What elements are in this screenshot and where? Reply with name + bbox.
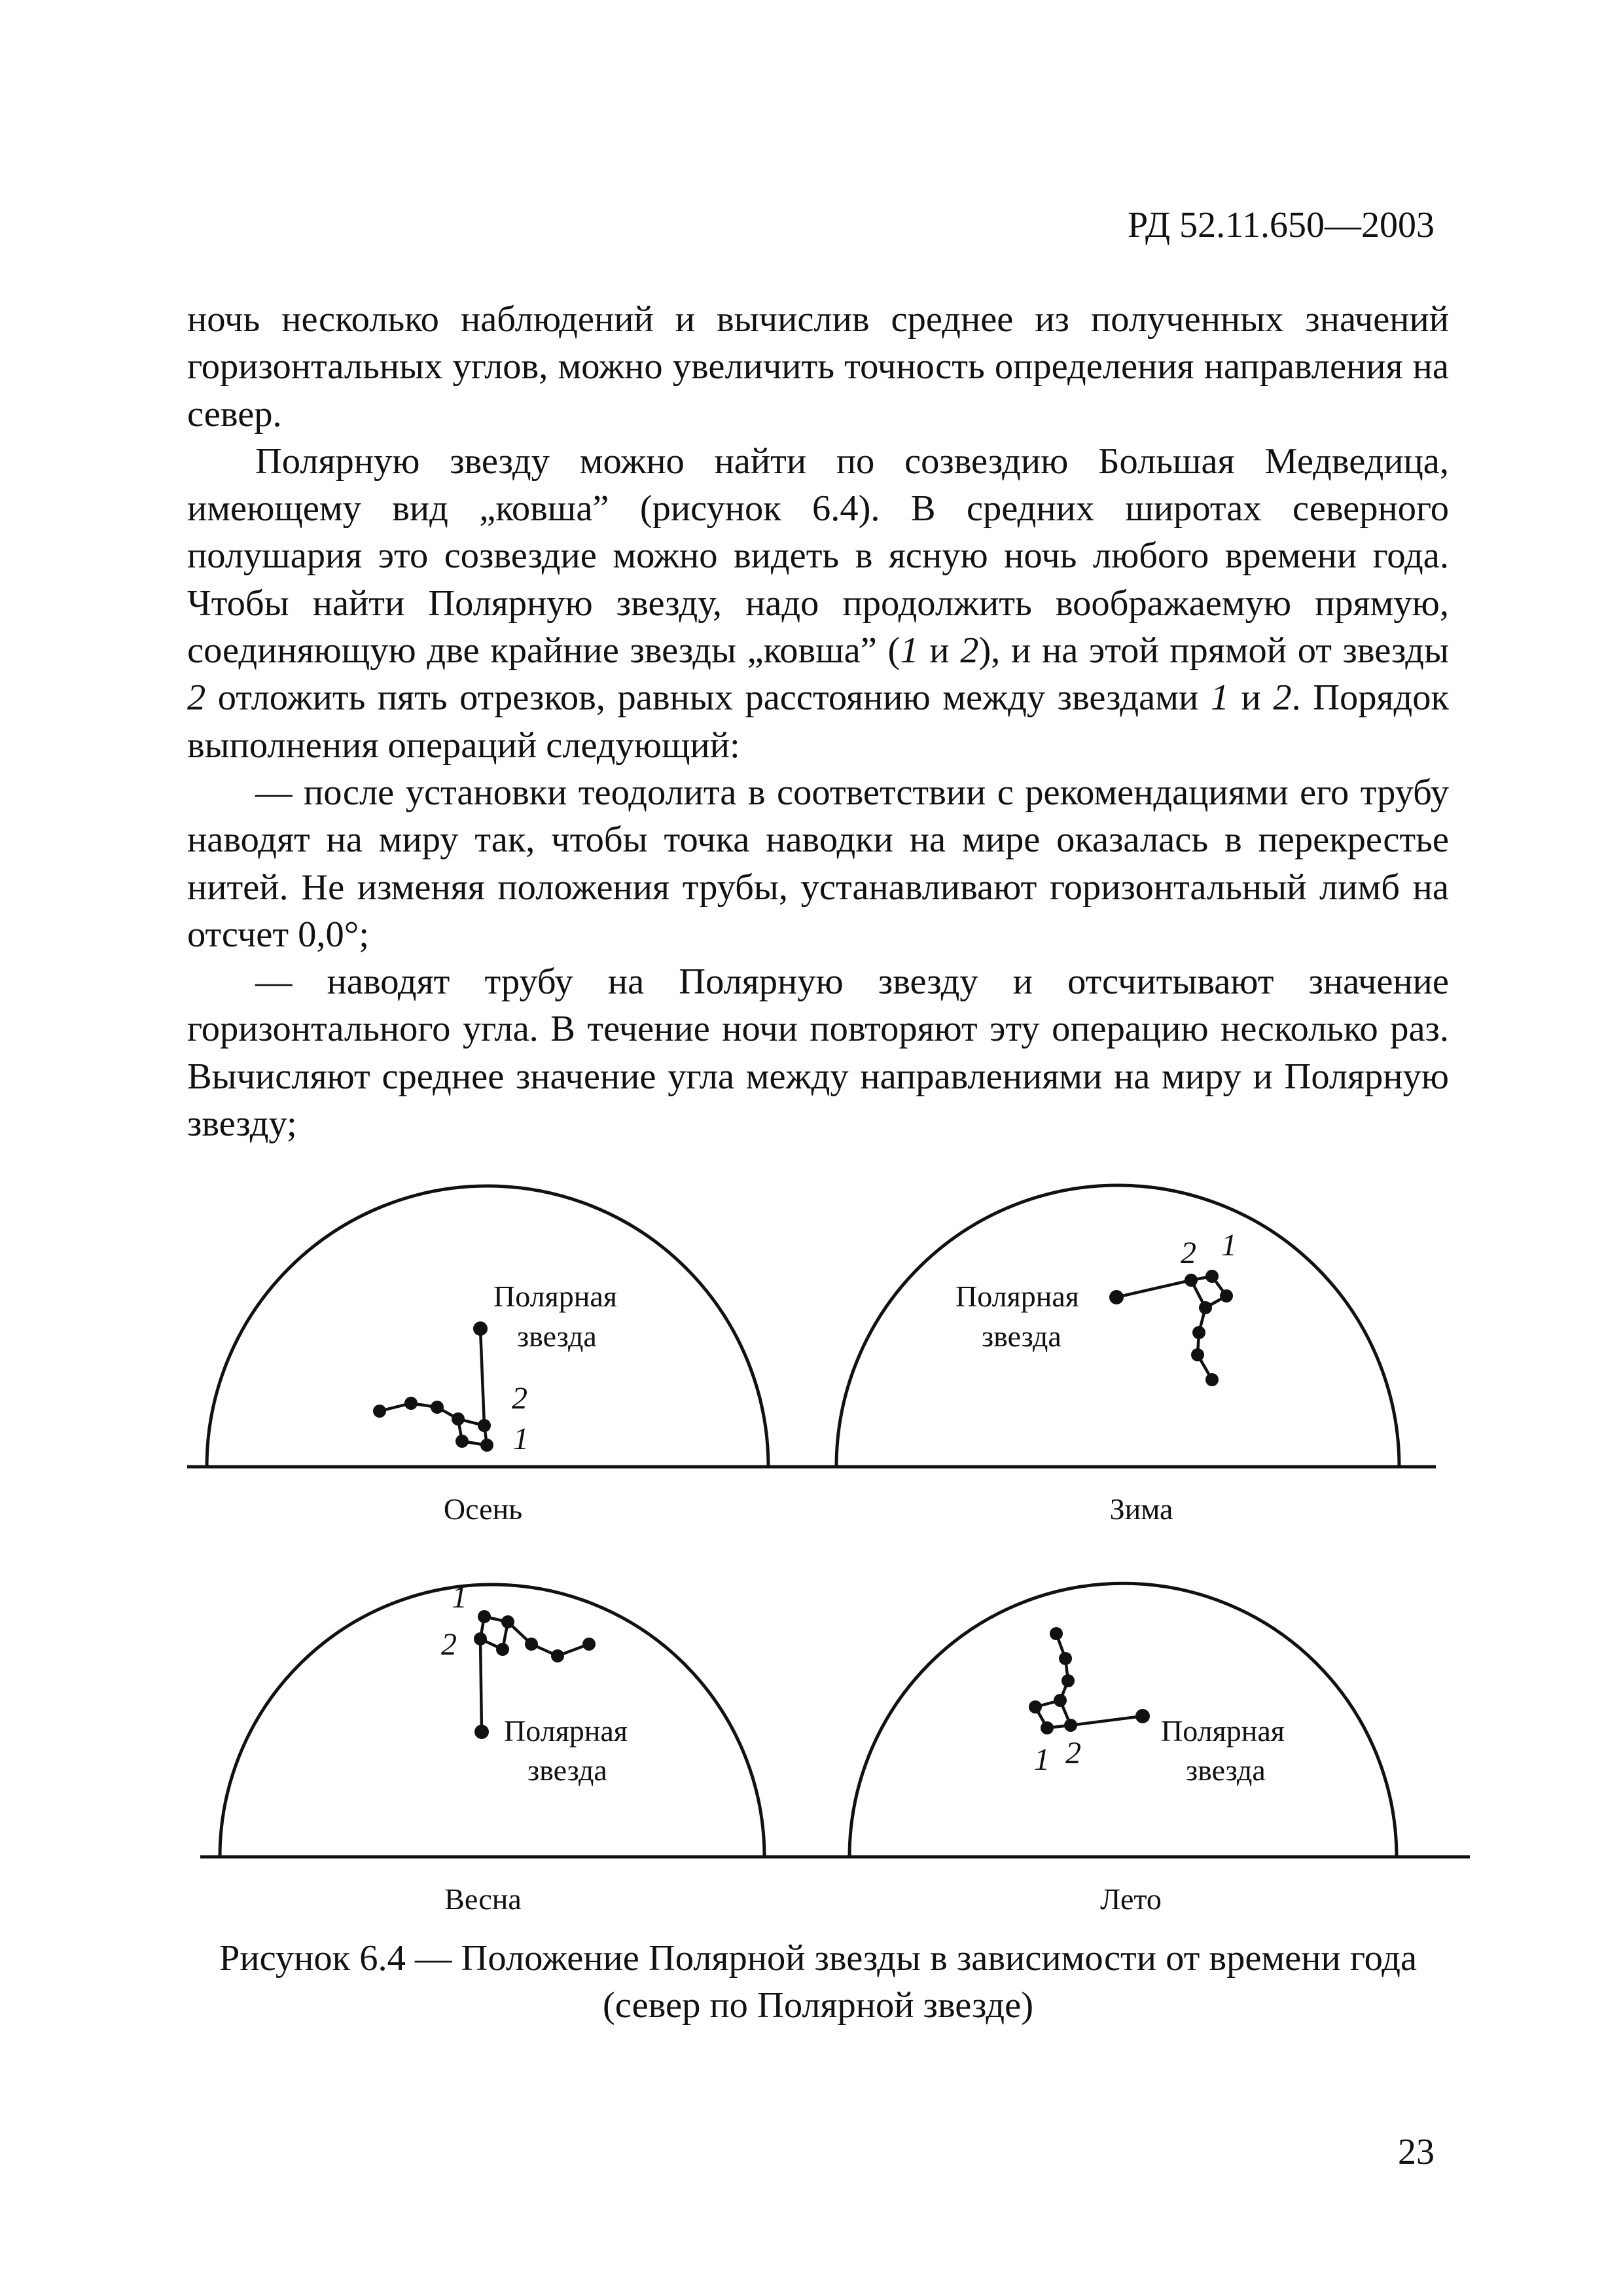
polar-star-label-winter-2: звезда	[982, 1319, 1061, 1353]
polar-star-dot-summer	[1135, 1709, 1150, 1723]
star-dot	[1205, 1373, 1219, 1386]
star-1-dot-autumn	[480, 1439, 493, 1452]
star-number-2-summer: 2	[1065, 1736, 1081, 1770]
star-dot	[582, 1638, 596, 1651]
polar-star-label-autumn-1: Полярная	[493, 1280, 617, 1313]
polar-star-label-autumn-2: звезда	[517, 1319, 597, 1353]
paragraph-continuation: ночь несколько наблюдений и вычислив среднее из полученных значений горизонтальных углов, можно увеличить точность определения направления на север.	[187, 299, 1449, 435]
star-2-dot-summer	[1064, 1719, 1077, 1732]
paragraph-polar-star: Полярную звезду можно найти по созвездию Большая Медведица, имеющему вид „ковша” (рисунок 6.4). В средних широтах северного полушария это созвездие можно видеть в ясную ночь любого времени года. Чтобы найти Полярную звезду, надо продолжить воображаемую прямую, соединяющую две крайние звезды „ковша” (1 и 2), и на этой прямой от звезды 2 отложить пять отрезков, равных расстоянию между звездами 1 и 2. Порядок выполнения операций следующий:	[187, 440, 1449, 766]
star-number-1-summer: 1	[1034, 1742, 1050, 1777]
star-dot	[1059, 1652, 1072, 1665]
season-label-spring: Весна	[444, 1882, 522, 1916]
star-dot	[551, 1649, 564, 1662]
star-1-dot-winter	[1205, 1270, 1219, 1283]
star-1-dot-summer	[1041, 1721, 1054, 1734]
star-2-dot-winter	[1185, 1274, 1198, 1287]
polar-star-dot-spring	[474, 1725, 489, 1739]
polar-star-label-summer-1: Полярная	[1161, 1714, 1285, 1748]
star-dot	[1192, 1326, 1205, 1339]
season-label-autumn: Осень	[443, 1492, 523, 1526]
polar-star-dot-autumn	[473, 1321, 488, 1336]
star-dot	[1050, 1627, 1063, 1640]
polar-star-label-spring-2: звезда	[527, 1753, 607, 1787]
star-number-2-winter: 2	[1181, 1236, 1196, 1270]
star-dot	[1191, 1348, 1204, 1361]
constellation-spring	[441, 1580, 628, 1787]
constellation-autumn	[373, 1280, 617, 1456]
document-code: РД 52.11.650—2003	[1127, 205, 1435, 245]
sky-dome-winter	[836, 1185, 1399, 1467]
paragraph-step-1: — после установки теодолита в соответствии с рекомендациями его трубу наводят на миру так, чтобы точка наводки на мире оказалась в перекрестье нитей. Не изменяя положения трубы, устанавливают горизонтальный лимб на отсчет 0,0°;	[187, 772, 1449, 955]
polar-star-label-winter-1: Полярная	[955, 1280, 1079, 1313]
star-dot	[1199, 1301, 1212, 1314]
sky-dome-spring	[220, 1585, 764, 1857]
star-2-dot-autumn	[478, 1419, 491, 1432]
season-label-winter: Зима	[1109, 1492, 1173, 1526]
sky-dome-summer	[849, 1583, 1397, 1857]
polar-star-dot-winter	[1109, 1290, 1124, 1304]
figure-caption	[187, 1935, 1449, 2029]
star-number-1-autumn: 1	[513, 1422, 529, 1456]
star-dot	[525, 1638, 538, 1651]
star-dot	[1220, 1289, 1233, 1302]
star-dot	[501, 1615, 514, 1628]
figure-caption-line-1: Рисунок 6.4 — Положение Полярной звезды в зависимости от времени года	[219, 1938, 1418, 1979]
star-dot	[404, 1397, 418, 1410]
star-number-1-winter: 1	[1221, 1228, 1237, 1263]
star-number-2-spring: 2	[441, 1627, 457, 1662]
constellation-winter	[955, 1228, 1237, 1386]
paragraph-step-2: — наводят трубу на Полярную звезду и отсчитывают значение горизонтального угла. В течение ночи повторяют эту операцию несколько раз. Вычисляют среднее значение угла между направлениями на миру и Полярную звезду;	[187, 961, 1449, 1145]
season-label-summer: Лето	[1100, 1882, 1162, 1916]
star-2-dot-spring	[474, 1632, 487, 1645]
star-dot	[452, 1412, 465, 1426]
star-1-dot-spring	[478, 1610, 491, 1623]
star-dot	[496, 1643, 509, 1656]
figure-diagram	[0, 1152, 1623, 1977]
star-dot	[1029, 1700, 1042, 1713]
polar-star-label-spring-1: Полярная	[504, 1714, 628, 1748]
polar-star-label-summer-2: звезда	[1186, 1753, 1266, 1787]
figure-caption-line-2: (север по Полярной звезде)	[602, 1985, 1034, 2026]
star-dot	[373, 1405, 386, 1418]
star-dot	[1061, 1674, 1075, 1687]
body-text	[187, 296, 1449, 1147]
star-number-1-spring: 1	[452, 1580, 467, 1615]
figure-6-4	[0, 1152, 1623, 1977]
star-dot	[455, 1435, 469, 1448]
page-number: 23	[1398, 2132, 1435, 2172]
constellation-summer	[1029, 1627, 1285, 1787]
star-dot	[431, 1401, 444, 1414]
star-number-2-autumn: 2	[512, 1381, 527, 1416]
star-dot	[1054, 1694, 1067, 1707]
